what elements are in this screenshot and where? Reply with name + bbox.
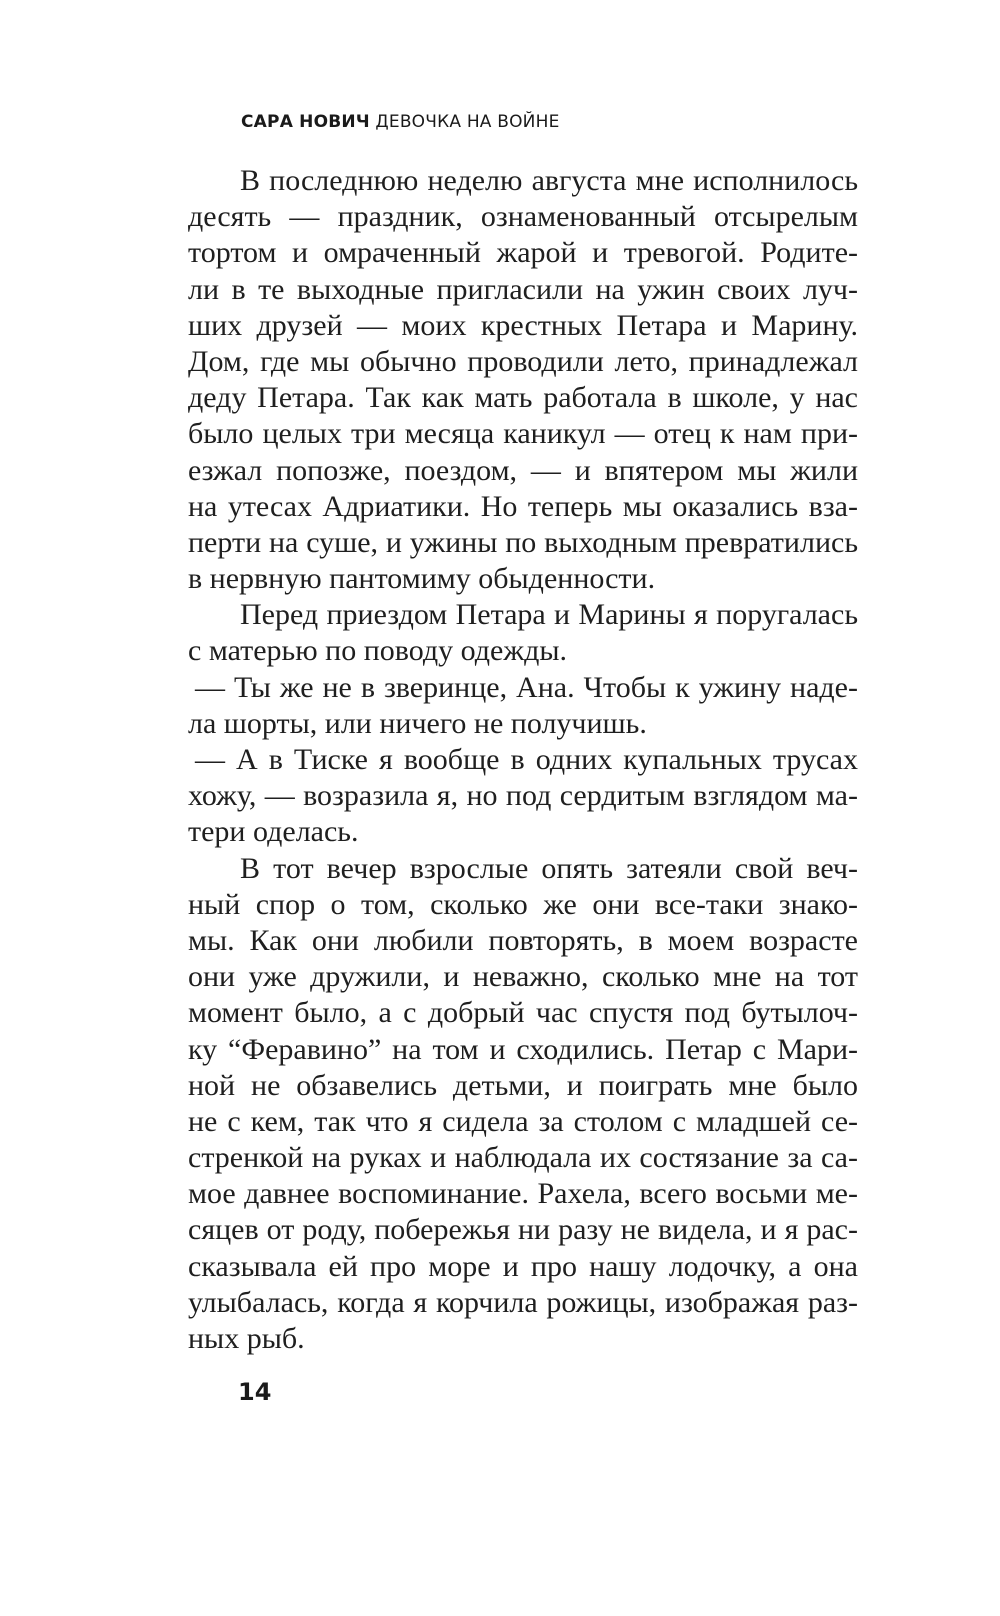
text-line: стренкой на руках и наблюдала их состязание за са-: [188, 1141, 858, 1175]
running-header: [241, 112, 560, 132]
text-line: Перед приездом Петара и Марины я поругалась: [240, 598, 858, 632]
dialogue-line: — А в Тиске я вообще в одних купальных трусах: [195, 743, 858, 776]
text-line: ный спор о том, сколько же они все-таки знако-: [188, 887, 858, 921]
header-book-title: ДЕВОЧКА НА ВОЙНЕ: [375, 112, 560, 132]
text-line: ной не обзавелись детьми, и поиграть мне было: [188, 1068, 858, 1102]
text-line: десять — праздник, ознаменованный отсырелым: [188, 200, 858, 234]
text-line: ли в те выходные пригласили на ужин своих луч-: [188, 272, 858, 306]
text-line: тери оделась.: [188, 815, 359, 849]
text-line: хожу, — возразила я, но под сердитым взглядом ма-: [188, 779, 858, 813]
text-line: В последнюю неделю августа мне исполнилось: [240, 164, 858, 197]
text-line: езжал попозже, поездом, — и впятером мы жили: [188, 453, 858, 487]
text-line: не с кем, так что я сидела за столом с младшей се-: [188, 1104, 858, 1138]
text-line: тортом и омраченный жарой и тревогой. Родите-: [188, 236, 858, 270]
text-line: момент было, а с добрый час спустя под бутылоч-: [188, 996, 858, 1030]
text-line: ных рыб.: [188, 1322, 305, 1355]
text-line: было целых три месяца каникул — отец к нам при-: [188, 417, 858, 451]
text-line: сказывала ей про море и про нашу лодочку, а она: [188, 1249, 858, 1283]
page-number: 14: [238, 1378, 272, 1406]
text-line: Дом, где мы обычно проводили лето, принадлежал: [188, 344, 858, 378]
text-line: сяцев от роду, побережья ни разу не видела, и я рас-: [188, 1213, 858, 1247]
text-line: мы. Как они любили повторять, в моем возрасте: [188, 923, 858, 957]
text-line: ших друзей — моих крестных Петара и Марину.: [188, 308, 858, 342]
text-line: ла шорты, или ничего не получишь.: [188, 706, 647, 740]
text-line: деду Петара. Так как мать работала в школе, у нас: [188, 381, 858, 415]
text-line: В тот вечер взрослые опять затеяли свой веч-: [240, 851, 858, 885]
text-line: перти на суше, и ужины по выходным превратились: [188, 525, 858, 559]
text-line: улыбалась, когда я корчила рожицы, изображая раз-: [188, 1285, 858, 1319]
text-line: с матерью по поводу одежды.: [188, 634, 567, 668]
dialogue-line: — Ты же не в зверинце, Ана. Чтобы к ужину наде-: [195, 670, 858, 704]
text-line: в нервную пантомиму обыденности.: [188, 562, 656, 596]
text-line: на утесах Адриатики. Но теперь мы оказались вза-: [188, 489, 858, 523]
text-line: мое давнее воспоминание. Рахела, всего восьми ме-: [188, 1177, 858, 1211]
text-line: они уже дружили, и неважно, сколько мне на тот: [188, 960, 858, 994]
body-text: [188, 163, 858, 1357]
text-line: ку “Феравино” на том и сходились. Петар с Мари-: [188, 1032, 858, 1066]
header-author: САРА НОВИЧ: [241, 112, 370, 132]
